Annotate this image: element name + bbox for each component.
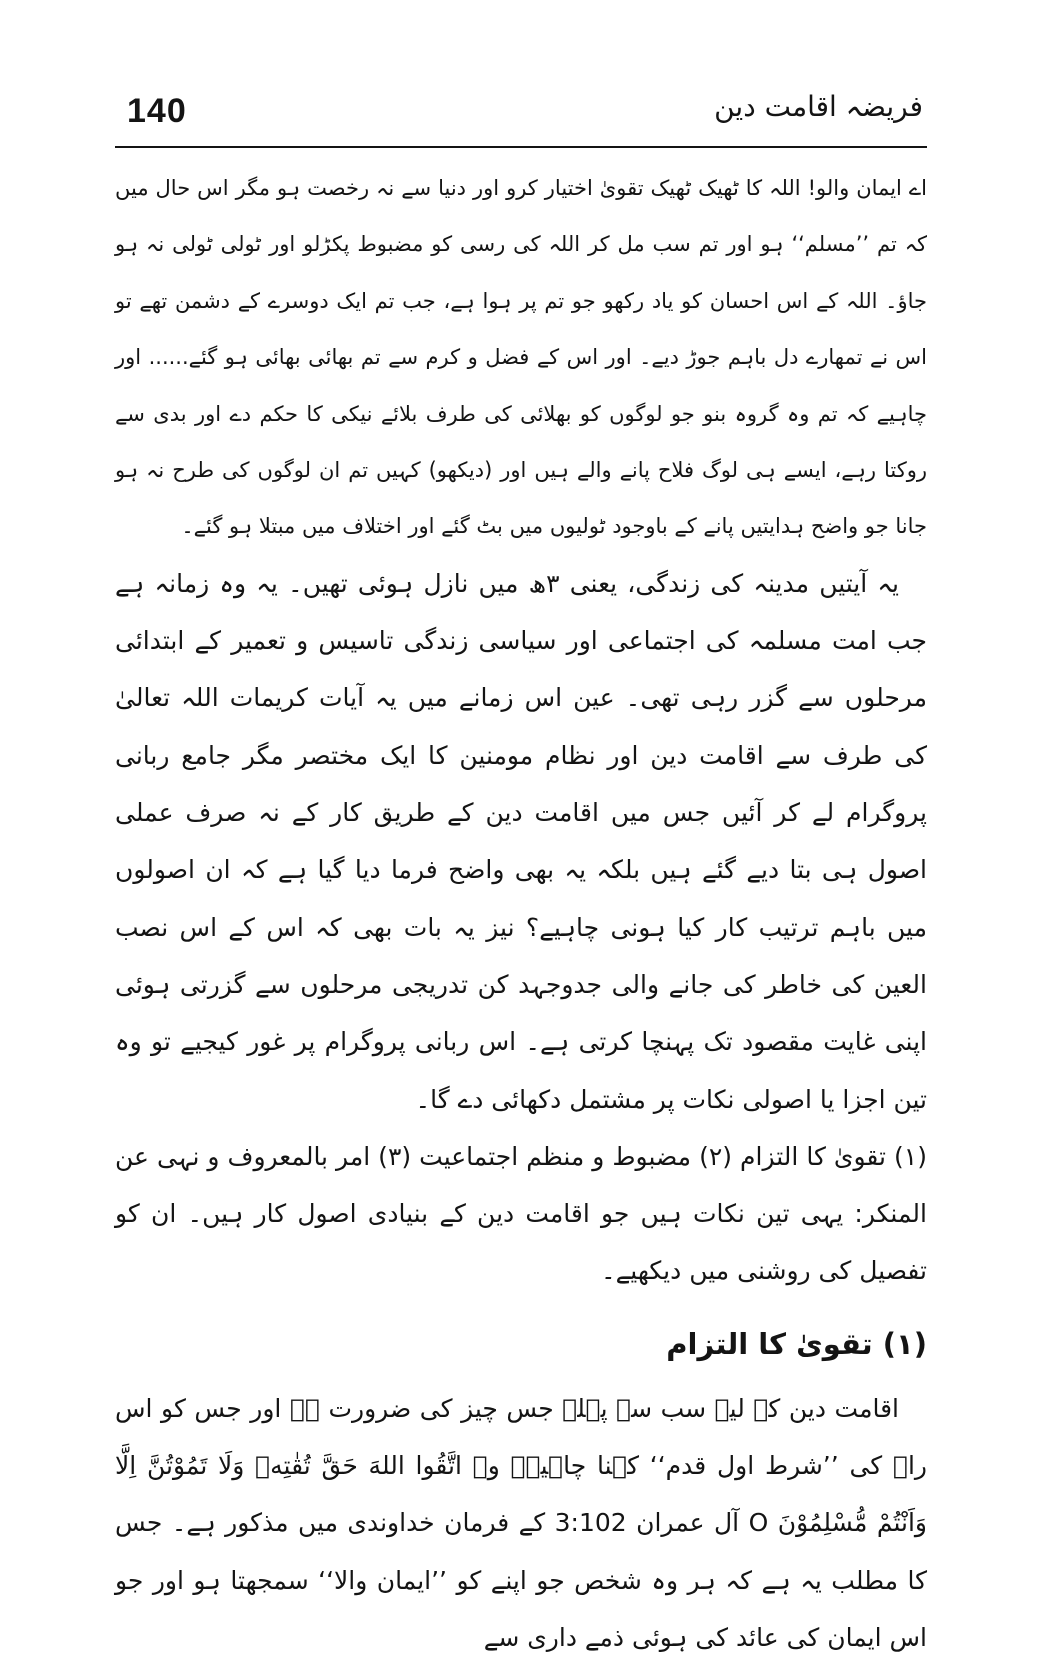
page-body bbox=[115, 160, 927, 1666]
page-header bbox=[115, 88, 927, 148]
page-number: 140 bbox=[127, 92, 187, 130]
running-title: فریضہ اقامت دین bbox=[714, 90, 923, 123]
paragraph-taqwa: اقامت دین کے لیے سب سے پہلے جس چیز کی ضرورت ہے اور جس کو اس راہ کی ’’شرط اول قدم‘‘ کہنا چاہیے۔ وہ اتَّقُوا اللهَ حَقَّ تُقٰتِهٖ وَلَا تَمُوْتُنَّ اِلَّا وَاَنْتُمْ مُّسْلِمُوْنَ O آل عمران 3:102 کے فرمان خداوندی میں مذکور ہے۔ جس کا مطلب یہ ہے کہ ہر وہ شخص جو اپنے کو ’’ایمان والا‘‘ سمجھتا ہو اور جو اس ایمان کی عائد کی ہوئی ذمے داری سے bbox=[115, 1393, 927, 1652]
paragraph-context: یہ آیتیں مدینہ کی زندگی، یعنی ۳ھ میں نازل ہوئی تھیں۔ یہ وہ زمانہ ہے جب امت مسلمہ کی اجتماعی اور سیاسی زندگی تاسیس و تعمیر کے ابتدائی مرحلوں سے گزر رہی تھی۔ عین اس زمانے میں یہ آیات کریمات اللہ تعالیٰ کی طرف سے اقامت دین اور نظام مومنین کا ایک مختصر مگر جامع ربانی پروگرام لے کر آئیں جس میں اقامت دین کے طریق کار کے نہ صرف عملی اصول ہی بتا دیے گئے ہیں بلکہ یہ بھی واضح فرما دیا گیا ہے کہ ان اصولوں میں باہم ترتیب کار کیا ہونی چاہیے؟ نیز یہ بات بھی کہ اس کے اس نصب العین کی خاطر کی جانے والی جدوجہد کن تدریجی مرحلوں سے گزرتی ہوئی اپنی غایت مقصود تک پہنچا کرتی ہے۔ اس ربانی پروگرام پر غور کیجیے تو وہ تین اجزا یا اصولی نکات پر مشتمل دکھائی دے گا۔ bbox=[115, 568, 927, 1114]
header-divider bbox=[115, 146, 927, 148]
section-heading: (۱) تقویٰ کا التزام bbox=[666, 1326, 927, 1361]
paragraph-three-principles: (۱) تقویٰ کا التزام (۲) مضبوط و منظم اجتماعیت (۳) امر بالمعروف و نہی عن المنکر: یہی تین نکات ہیں جو اقامت دین کے بنیادی اصول کار ہیں۔ ان کو تفصیل کی روشنی میں دیکھیے۔ bbox=[115, 1141, 927, 1286]
quran-translation-paragraph: اے ایمان والو! اللہ کا ٹھیک ٹھیک تقویٰ اختیار کرو اور دنیا سے نہ رخصت ہو مگر اس حال میں کہ تم ’’مسلم‘‘ ہو اور تم سب مل کر اللہ کی رسی کو مضبوط پکڑلو اور ٹولی ٹولی نہ ہو جاؤ۔ اللہ کے اس احسان کو یاد رکھو جو تم پر ہوا ہے، جب تم ایک دوسرے کے دشمن تھے تو اس نے تمھارے دل باہم جوڑ دیے۔ اور اس کے فضل و کرم سے تم بھائی بھائی ہو گئے...... اور چاہیے کہ تم وہ گروہ بنو جو لوگوں کو بھلائی کی طرف بلائے نیکی کا حکم دے اور بدی سے روکتا رہے، ایسے ہی لوگ فلاح پانے والے ہیں اور (دیکھو) کہیں تم ان لوگوں کی طرح نہ ہو جانا جو واضح ہدایتیں پانے کے باوجود ٹولیوں میں بٹ گئے اور اختلاف میں مبتلا ہو گئے۔ bbox=[115, 176, 927, 539]
